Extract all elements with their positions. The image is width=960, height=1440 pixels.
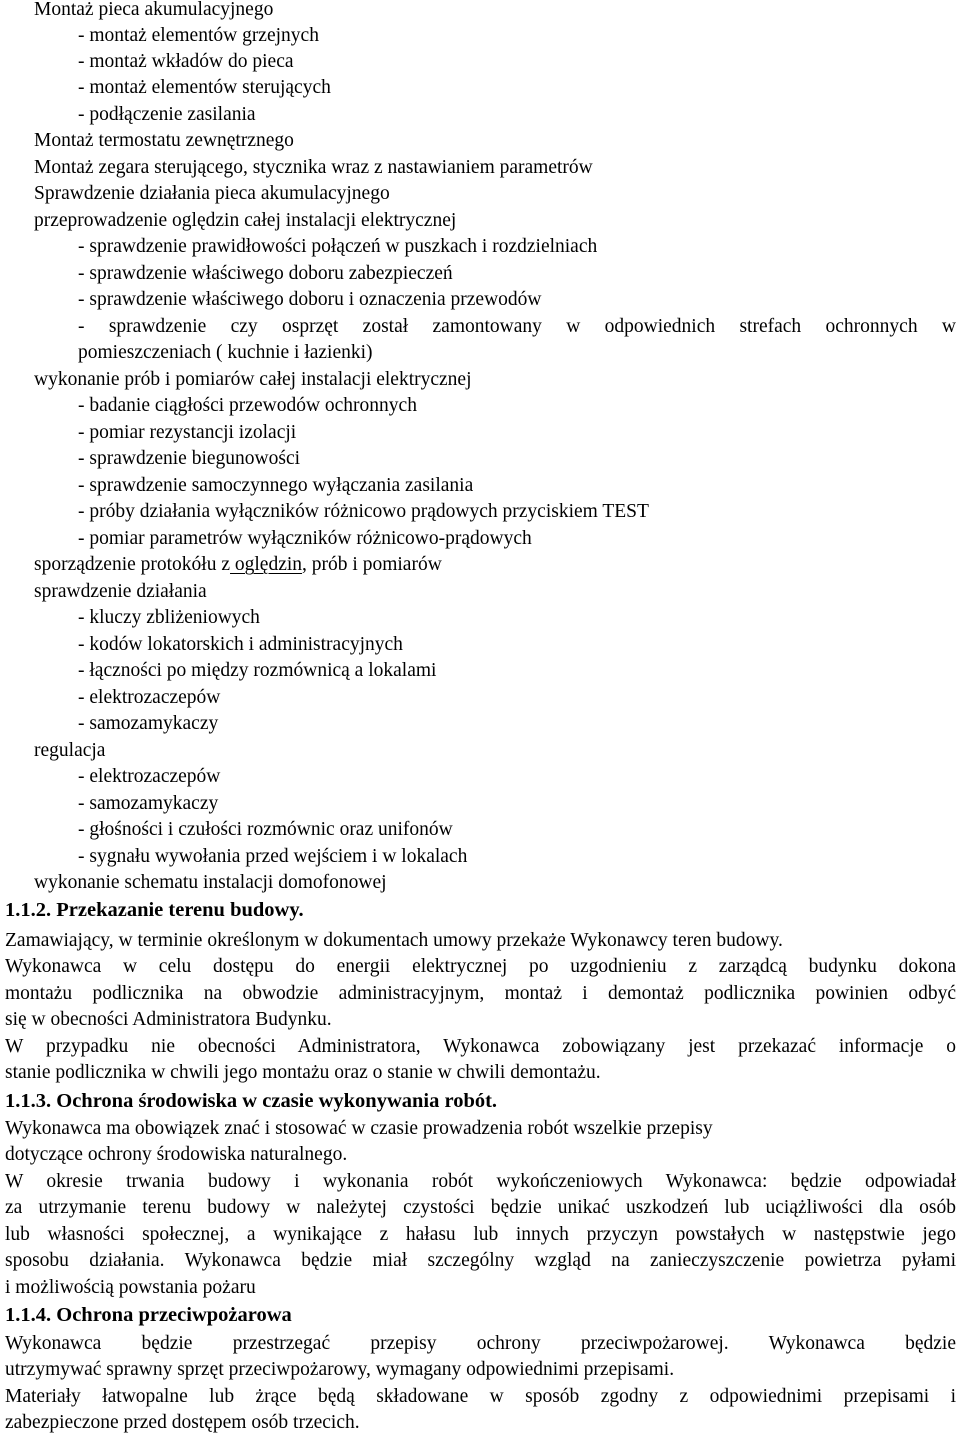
protocol-line xyxy=(34,552,442,578)
list-item: - próby działania wyłączników różnicowo prądowych przyciskiem TEST xyxy=(78,501,649,522)
list-item: - łączności po między rozmównicą a lokalami xyxy=(78,660,437,681)
list-item: - sprawdzenie prawidłowości połączeń w puszkach i rozdzielniach xyxy=(78,236,598,257)
list-item: - samozamykaczy xyxy=(78,793,219,814)
paragraph-line: Materiały łatwopalne lub żrące będą składowane w sposób zgodny z odpowiednimi przepisami i xyxy=(5,1386,956,1407)
paragraph-line: W przypadku nie obecności Administratora, Wykonawca zobowiązany jest przekazać informacje o xyxy=(5,1036,956,1057)
paragraph-line: Wykonawca w celu dostępu do energii elektrycznej po uzgodnieniu z zarządcą budynku dokona xyxy=(5,956,956,977)
list-item: przeprowadzenie oględzin całej instalacji elektrycznej xyxy=(34,210,457,231)
paragraph-line: utrzymywać sprawny sprzęt przeciwpożarowy, wymagany odpowiednimi przepisami. xyxy=(5,1359,675,1380)
list-item: - głośności i czułości rozmównic oraz unifonów xyxy=(78,819,453,840)
list-item: regulacja xyxy=(34,740,106,761)
paragraph-line: i możliwością powstania pożaru xyxy=(5,1277,256,1298)
list-item: - samozamykaczy xyxy=(78,713,219,734)
protocol-line-start: sporządzenie protokółu z xyxy=(34,554,231,575)
paragraph-line: zabezpieczone przed dostępem osób trzecich. xyxy=(5,1412,360,1433)
section-heading: 1.1.3. Ochrona środowiska w czasie wykonywania robót. xyxy=(5,1090,498,1112)
paragraph-line: dotyczące ochrony środowiska naturalnego. xyxy=(5,1144,348,1165)
list-item: Montaż termostatu zewnętrznego xyxy=(34,130,294,151)
list-item: - podłączenie zasilania xyxy=(78,104,256,125)
list-item: wykonanie prób i pomiarów całej instalacji elektrycznej xyxy=(34,369,472,390)
paragraph-line: sposobu działania. Wykonawca będzie miał szczególny wzgląd na zanieczyszczenie powietrza pyłami xyxy=(5,1250,956,1271)
list-item: pomieszczeniach ( kuchnie i łazienki) xyxy=(78,342,373,363)
paragraph-line: Wykonawca będzie przestrzegać przepisy ochrony przeciwpożarowej. Wykonawca będzie xyxy=(5,1333,956,1354)
section-heading: 1.1.2. Przekazanie terenu budowy. xyxy=(5,899,304,921)
list-item: - sprawdzenie właściwego doboru zabezpieczeń xyxy=(78,263,453,284)
list-item: Montaż pieca akumulacyjnego xyxy=(34,0,274,20)
section-heading: 1.1.4. Ochrona przeciwpożarowa xyxy=(5,1304,292,1326)
list-item: - badanie ciągłości przewodów ochronnych xyxy=(78,395,417,416)
list-item: - elektrozaczepów xyxy=(78,687,221,708)
list-item: wykonanie schematu instalacji domofonowej xyxy=(34,872,387,893)
list-item: - montaż elementów grzejnych xyxy=(78,25,319,46)
list-item: - montaż wkładów do pieca xyxy=(78,51,294,72)
list-item: - sprawdzenie biegunowości xyxy=(78,448,301,469)
paragraph-line: za utrzymanie terenu budowy w należytej czystości będzie unikać uszkodzeń lub uciążliwości dla osób xyxy=(5,1197,956,1218)
protocol-line-end: , prób i pomiarów xyxy=(302,554,442,575)
list-item: - kluczy zbliżeniowych xyxy=(78,607,260,628)
protocol-line-underlined: oględzin xyxy=(230,554,303,575)
paragraph-line: lub własności społecznej, a wynikające z hałasu lub innych przyczyn powstałych w następstwie jego xyxy=(5,1224,956,1245)
list-item: - sprawdzenie czy osprzęt został zamontowany w odpowiednich strefach ochronnych w xyxy=(78,316,956,337)
list-item: - sygnału wywołania przed wejściem i w lokalach xyxy=(78,846,468,867)
list-item: - sprawdzenie właściwego doboru i oznaczenia przewodów xyxy=(78,289,542,310)
paragraph-line: W okresie trwania budowy i wykonania robót wykończeniowych Wykonawca: będzie odpowiadał xyxy=(5,1171,956,1192)
list-item: - sprawdzenie samoczynnego wyłączania zasilania xyxy=(78,475,474,496)
list-item: - kodów lokatorskich i administracyjnych xyxy=(78,634,403,655)
list-item: Sprawdzenie działania pieca akumulacyjnego xyxy=(34,183,390,204)
list-item: - pomiar rezystancji izolacji xyxy=(78,422,297,443)
list-item: Montaż zegara sterującego, stycznika wraz z nastawianiem parametrów xyxy=(34,157,593,178)
paragraph-line: Wykonawca ma obowiązek znać i stosować w czasie prowadzenia robót wszelkie przepisy xyxy=(5,1118,713,1139)
paragraph-line: się w obecności Administratora Budynku. xyxy=(5,1009,332,1030)
list-item: - montaż elementów sterujących xyxy=(78,77,331,98)
list-item: sprawdzenie działania xyxy=(34,581,207,602)
list-item: - elektrozaczepów xyxy=(78,766,221,787)
paragraph-line: Zamawiający, w terminie określonym w dokumentach umowy przekaże Wykonawcy teren budowy. xyxy=(5,930,783,951)
paragraph-line: montażu podlicznika na obwodzie administracyjnym, montaż i demontaż podlicznika powinien odbyć xyxy=(5,983,956,1004)
paragraph-line: stanie podlicznika w chwili jego montażu oraz o stanie w chwili demontażu. xyxy=(5,1062,601,1083)
list-item: - pomiar parametrów wyłączników różnicowo-prądowych xyxy=(78,528,532,549)
